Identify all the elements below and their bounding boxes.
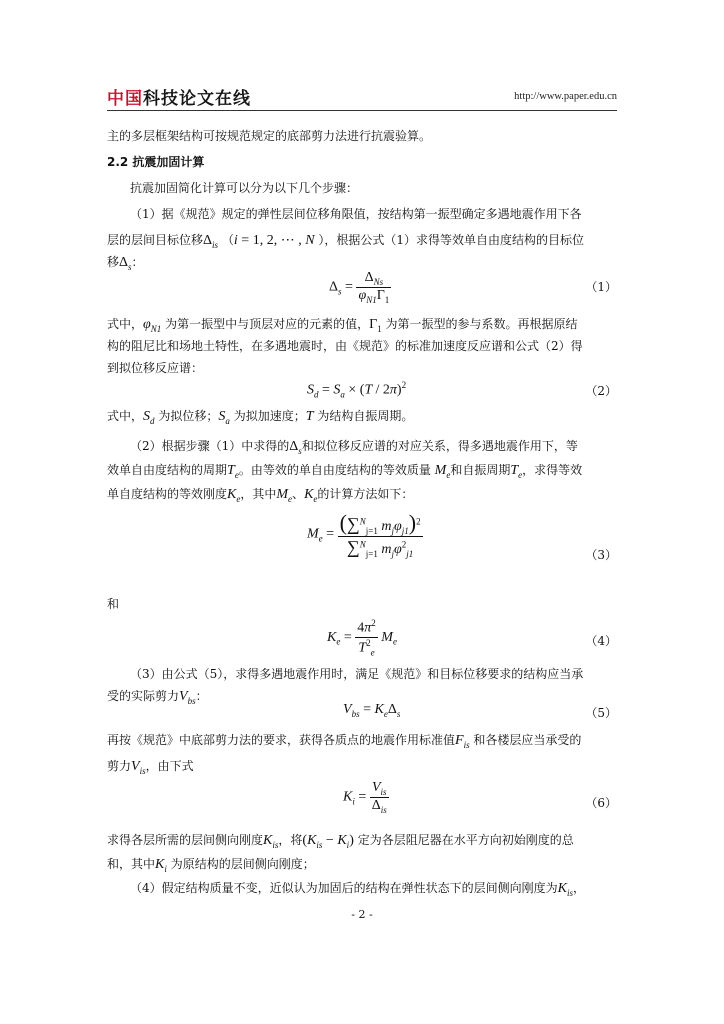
equation-3 — [107, 508, 617, 598]
math-ke: $K_e$ — [227, 487, 241, 504]
paragraph-line: 式中，$\varphi_{N1}$ 为第一振型中与顶层对应的元素的值，$\Gamma_1$ 为第一振型的参与系数。再根据原结 — [107, 317, 578, 334]
paragraph-line: 抗震加固简化计算可以分为以下几个步骤： — [130, 181, 359, 195]
paragraph-line: （1）据《规范》规定的弹性层间位移角限值，按结构第一振型确定多遇地震作用下各 — [130, 207, 582, 221]
equation-6 — [107, 780, 617, 824]
paragraph-line: （2）根据步骤（1）中求得的$\Delta_s$和拟位移反应谱的对应关系，得多遇地震作用下，等 — [130, 439, 578, 456]
math-t: T — [305, 409, 314, 424]
equation-number: （4） — [585, 634, 617, 648]
paragraph-line: 主的多层框架结构可按规范规定的底部剪力法进行抗震验算。 — [107, 129, 432, 143]
paragraph-line: 再按《规范》中底部剪力法的要求，获得各质点的地震作用标准值$F_{is}$ 和各楼层应当承受的 — [107, 733, 582, 750]
paragraph-line: 移$\Delta_s$： — [107, 255, 144, 272]
math-delta-s: $\Delta_s$ — [119, 255, 132, 272]
equation-5 — [107, 702, 617, 724]
math-k-diff: $(K_{is} - K_i)$ — [302, 833, 354, 850]
math-me: $M_e$ — [434, 463, 451, 480]
paragraph-line: 受的实际剪力$V_{bs}$： — [107, 689, 208, 706]
logo-black-text: 科技论文在线 — [143, 89, 251, 109]
equation-3-body: $M_e$ = $\frac{(\sum^N_{j=1} m_j\varphi_{j1})^2}{\sum^N_{j=1} m_j\varphi^2_{j1}}$ — [307, 510, 421, 559]
page-header — [107, 84, 617, 109]
fraction: $\frac{V_{is}}{\Delta_{is}}$ — [371, 780, 387, 815]
equation-4-body: $K_e$ = $\frac{4\pi^2}{T^2_e}$ $M_e$ — [327, 618, 397, 658]
math-gamma-1: $\Gamma_1$ — [369, 317, 382, 334]
equation-4 — [107, 618, 617, 664]
logo-red-text: 中国 — [107, 89, 143, 109]
math-k-is: $K_{is}$ — [263, 833, 279, 850]
equation-number: （5） — [585, 706, 617, 720]
fraction: $\frac{(\sum^N_{j=1} m_j\varphi_{j1})^2}{\sum^N_{j=1} m_j\varphi^2_{j1}}$ — [339, 510, 421, 559]
paragraph-line: 式中，$S_d$ 为拟位移；$S_a$ 为拟加速度；T 为结构自振周期。 — [107, 409, 414, 426]
fraction: $\frac{\Delta_{Ns}}{\varphi_{N1}\Gamma_1}$ — [358, 270, 390, 305]
fraction: $\frac{4\pi^2}{T^2_e}$ — [357, 618, 376, 658]
equation-2-body: $S_d = S_a \times (T / 2\pi)^2$ — [307, 380, 407, 400]
math-f-is: $F_{is}$ — [455, 733, 470, 750]
math-ke: $K_e$ — [304, 487, 318, 504]
math-delta-s: $\Delta_s$ — [289, 439, 302, 456]
page-number: - 2 - — [351, 908, 373, 921]
paragraph-line: 和 — [107, 597, 120, 611]
math-sd: $S_d$ — [143, 409, 155, 426]
math-sa: $S_a$ — [218, 409, 230, 426]
paragraph-line: 构的阻尼比和场地土特性，在多遇地震时，由《规范》的标准加速度反应谱和公式（2）得 — [107, 339, 583, 353]
site-logo — [107, 84, 251, 109]
math-delta-is: $\Delta_{is}$ — [203, 233, 219, 250]
paragraph-line: 单自度结构的等效刚度$K_e$，其中$M_e$、$K_e$的计算方法如下： — [107, 487, 414, 504]
equation-number: （2） — [585, 384, 617, 398]
math-v-bs: $V_{bs}$ — [179, 689, 196, 706]
equation-2 — [107, 378, 617, 402]
equation-number: （6） — [585, 796, 617, 810]
equation-5-body: $V_{bs} = K_e\Delta_s$ — [343, 702, 401, 719]
equation-number: （3） — [585, 548, 617, 562]
paragraph-line: 求得各层所需的层间侧向刚度$K_{is}$，将$(K_{is} - K_i)$ 定为各层阻尼器在水平方向初始刚度的总 — [107, 833, 574, 850]
equation-number: （1） — [585, 280, 617, 294]
math-te: $T_e$ — [227, 463, 239, 480]
math-k-is: $K_{is}$ — [557, 881, 573, 898]
paragraph-line: （3）由公式（5），求得多遇地震作用时，满足《规范》和目标位移要求的结构应当承 — [130, 667, 584, 681]
equation-1-body: $\Delta_s$ = $\frac{\Delta_{Ns}}{\varphi_{N1}\Gamma_1}$ — [329, 270, 390, 305]
paragraph-line: 和，其中$K_i$ 为原结构的层间侧向刚度； — [107, 857, 315, 874]
math-me: $M_e$ — [276, 487, 293, 504]
math-index-range: i = 1, 2, ⋯ , N — [233, 233, 315, 248]
math-te: $T_e$ — [510, 463, 523, 480]
section-heading: 2.2 抗震加固计算 — [107, 155, 205, 169]
equation-6-body: $K_i$ = $\frac{V_{is}}{\Delta_{is}}$ — [343, 780, 387, 815]
paragraph-line: 层的层间目标位移$\Delta_{is}$ （i = 1, 2, ⋯ , N ），根据公式（1）求得等效单自由度结构的目标位 — [107, 233, 584, 250]
paragraph-line: （4）假定结构质量不变，近似认为加固后的结构在弹性状态下的层间侧向刚度为$K_{is}$， — [130, 881, 586, 898]
paragraph-line: 效单自由度结构的周期$T_e$。由等效的单自由度结构的等效质量 $M_e$和自振周期$T_e$，求得等效 — [107, 463, 583, 480]
paragraph-line: 到拟位移反应谱： — [107, 361, 204, 375]
math-k-i: $K_i$ — [155, 857, 167, 874]
math-phi-n1: $\varphi_{N1}$ — [143, 317, 162, 334]
header-rule — [107, 110, 617, 111]
math-v-is: $V_{is}$ — [131, 759, 146, 776]
paragraph-line: 剪力$V_{is}$，由下式 — [107, 759, 194, 776]
site-url[interactable]: http://www.paper.edu.cn — [514, 91, 617, 102]
